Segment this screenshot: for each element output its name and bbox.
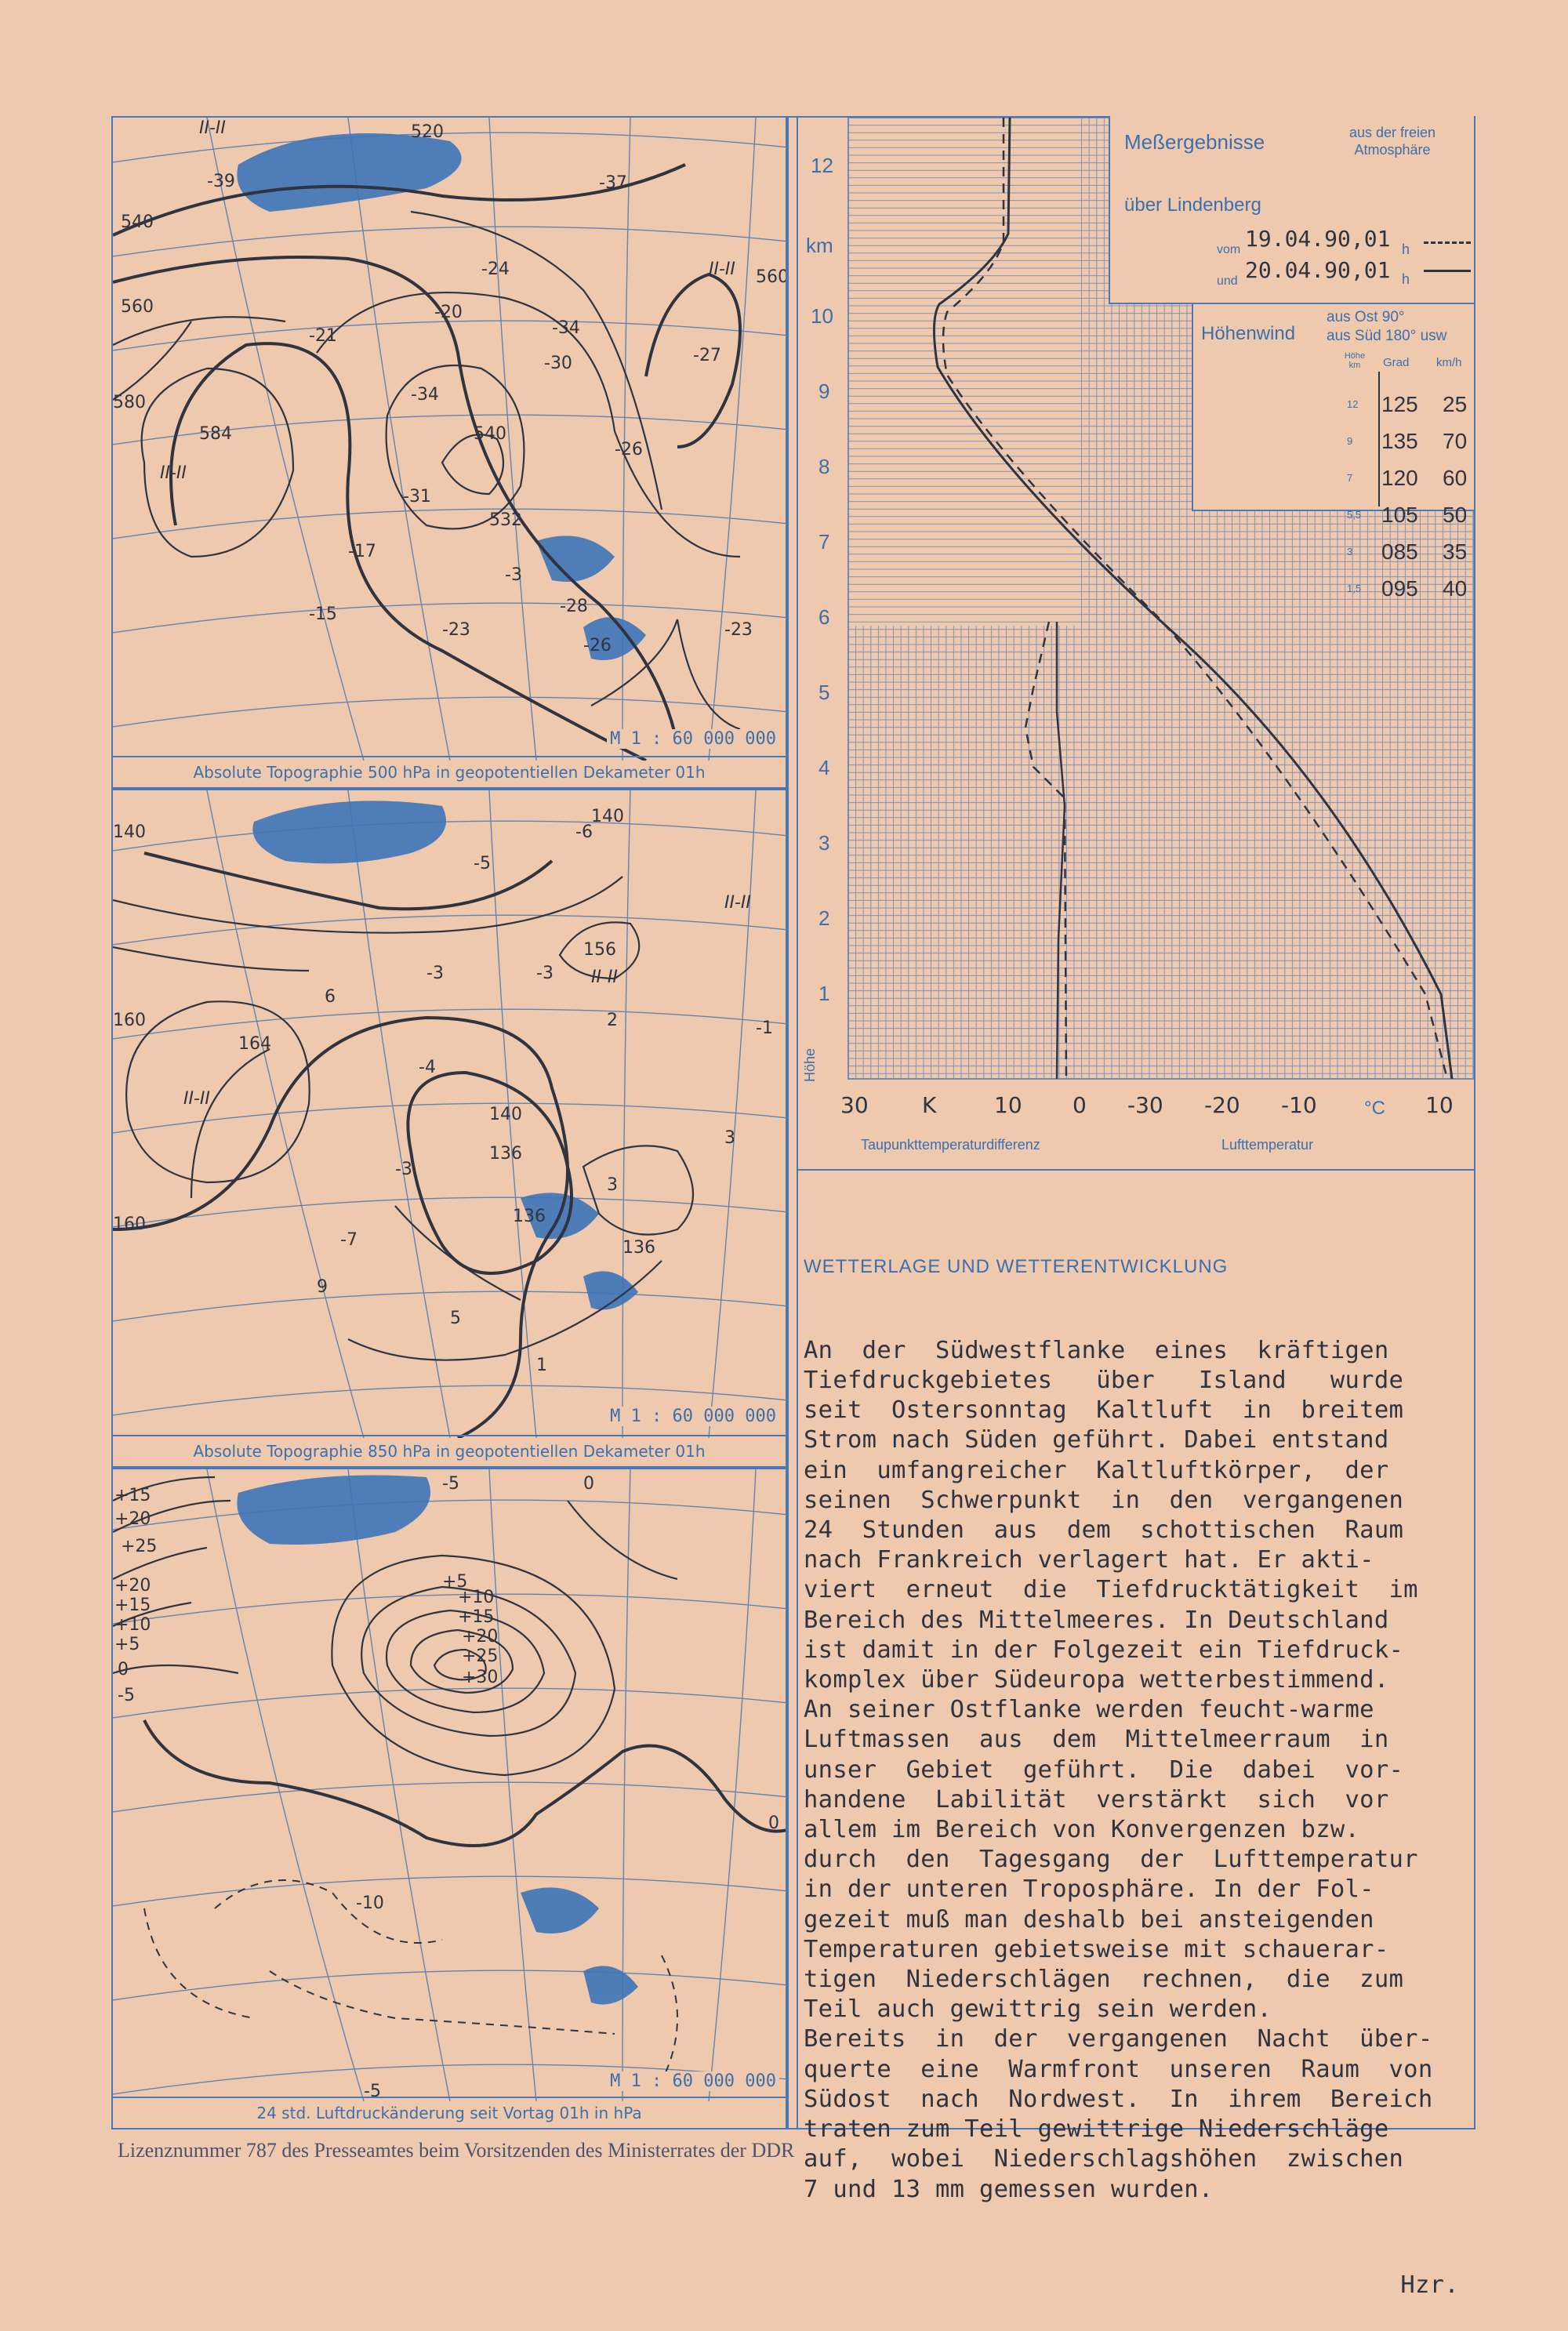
wind-speed: 50 xyxy=(1443,503,1468,527)
map1-label: -23 xyxy=(442,620,470,640)
map2-label: 2 xyxy=(607,1011,618,1030)
map2-label: 140 xyxy=(489,1105,522,1124)
text-line: seinen Schwerpunkt in den vergangenen xyxy=(804,1486,1404,1514)
legend-hour-unit: h xyxy=(1402,271,1410,287)
map3-label: +20 xyxy=(114,1576,151,1596)
map1-label: -24 xyxy=(481,260,510,279)
wind-direction: 085 xyxy=(1381,539,1418,564)
map1-label: 532 xyxy=(489,510,522,530)
map-pressure-change-chart xyxy=(113,1469,787,2101)
wind-note: aus Süd 180° usw xyxy=(1327,328,1447,344)
map2-label: 136 xyxy=(513,1207,546,1226)
map-caption: 24 std. Luftdruckänderung seit Vortag 01h in hPa xyxy=(113,2097,786,2128)
map2-label: -3 xyxy=(395,1160,412,1179)
x-unit: °C xyxy=(1364,1098,1385,1119)
map3-label: +25 xyxy=(121,1537,158,1556)
text-line: tigen Niederschlägen rechnen, die zum xyxy=(804,1966,1404,1994)
wind-direction: 135 xyxy=(1381,429,1418,453)
map2-label: -3 xyxy=(536,964,554,983)
wind-direction: 120 xyxy=(1381,466,1418,490)
map1-label: 580 xyxy=(113,393,146,412)
text-line: nach Frankreich verlagert hat. Er akti- xyxy=(804,1546,1374,1574)
x-tick: 10 xyxy=(994,1092,1022,1118)
map1-label: 560 xyxy=(121,297,154,317)
text-line: in der unteren Troposphäre. In der Fol- xyxy=(804,1875,1374,1904)
map3-label: -5 xyxy=(364,2082,381,2101)
wind-height: 3 xyxy=(1347,546,1353,557)
map1-label: 540 xyxy=(474,424,506,444)
map1-label: -17 xyxy=(348,542,376,561)
legend-and-value: 20.04.90,01 xyxy=(1245,257,1391,283)
map-caption: Absolute Topographie 850 hPa in geopotentiellen Dekameter 01h xyxy=(113,1435,786,1466)
text-line: Bereich des Mittelmeeres. In Deutschland xyxy=(804,1606,1389,1634)
legend-from-label: vom xyxy=(1217,243,1241,256)
map2-label: -4 xyxy=(419,1058,436,1077)
x-tick: 10 xyxy=(1425,1092,1454,1118)
wind-height: 7 xyxy=(1347,472,1353,484)
wind-col-speed: km/h xyxy=(1436,356,1462,369)
x-tick: K xyxy=(922,1092,937,1118)
map1-label: -27 xyxy=(693,346,721,365)
text-line: Tiefdruckgebietes über Island wurde xyxy=(804,1367,1404,1395)
text-line: An der Südwestflanke eines kräftigen xyxy=(804,1336,1389,1364)
y-tick: 9 xyxy=(818,379,830,403)
legend-location: über Lindenberg xyxy=(1124,194,1261,216)
y-tick: 2 xyxy=(818,906,830,930)
map3-label: +25 xyxy=(462,1647,499,1666)
map1-label: -31 xyxy=(403,487,431,507)
map2-label: II-II xyxy=(724,893,751,913)
map3-label: +20 xyxy=(462,1627,499,1647)
map-500hpa-chart xyxy=(113,118,787,761)
sounding-legend xyxy=(1109,116,1474,304)
sounding-panel xyxy=(798,116,1475,1171)
y-tick: 6 xyxy=(818,605,830,629)
text-line: auf, wobei Niederschlagshöhen zwischen xyxy=(804,2145,1404,2173)
wind-col-height: Höhe km xyxy=(1344,351,1366,370)
wind-direction: 125 xyxy=(1381,392,1418,416)
y-axis-unit: km xyxy=(806,234,833,257)
wind-direction: 095 xyxy=(1381,576,1418,601)
text-line: unser Gebiet geführt. Die dabei vor- xyxy=(804,1756,1404,1784)
x-tick: -20 xyxy=(1204,1092,1240,1118)
map3-label: +20 xyxy=(114,1509,151,1529)
text-line: seit Ostersonntag Kaltluft in breitem xyxy=(804,1396,1404,1425)
map2-label: 140 xyxy=(113,822,146,842)
legend-from-value: 19.04.90,01 xyxy=(1245,226,1391,252)
map-scale: M 1 : 60 000 000 xyxy=(607,2071,779,2091)
map2-label: 156 xyxy=(583,940,616,960)
y-tick: 8 xyxy=(818,455,830,478)
map1-label: -26 xyxy=(583,636,612,655)
x-axis-label-left: Taupunkttemperaturdifferenz xyxy=(861,1137,1040,1153)
text-line: komplex über Südeuropa wetterbestimmend. xyxy=(804,1666,1389,1694)
wind-height: 9 xyxy=(1347,435,1353,447)
map1-label: 540 xyxy=(121,212,154,232)
wind-speed: 70 xyxy=(1443,429,1468,453)
map1-label: -34 xyxy=(411,385,439,405)
map1-label: II-II xyxy=(709,260,735,279)
y-tick: 10 xyxy=(811,304,833,328)
map-850hpa-chart xyxy=(113,790,787,1438)
text-line: durch den Tagesgang der Lufttemperatur xyxy=(804,1846,1418,1874)
wind-note: aus Ost 90° xyxy=(1327,309,1405,325)
map2-label: 3 xyxy=(724,1128,735,1148)
wind-speed: 25 xyxy=(1443,392,1468,416)
wind-height: 1,5 xyxy=(1347,583,1362,594)
text-line: Teil auch gewittrig sein werden. xyxy=(804,1995,1272,2024)
signature: Hzr. xyxy=(1400,2271,1459,2300)
map1-label: II-II xyxy=(199,118,226,138)
map3-label: 0 xyxy=(118,1660,129,1679)
text-line: ist damit in der Folgezeit ein Tiefdruck- xyxy=(804,1636,1404,1664)
text-line: Strom nach Süden geführt. Dabei entstand xyxy=(804,1426,1389,1454)
wind-box xyxy=(1192,304,1474,511)
map2-label: -5 xyxy=(474,854,491,873)
y-axis-label: Höhe xyxy=(802,1047,818,1083)
map1-label: -20 xyxy=(434,303,463,322)
text-line: Temperaturen gebietsweise mit schauerar- xyxy=(804,1935,1389,1963)
map3-label: -5 xyxy=(442,1474,459,1494)
map2-label: -3 xyxy=(426,964,444,983)
footer-license: Lizenznummer 787 des Presseamtes beim Vorsitzenden des Ministerrates der DDR xyxy=(118,2139,795,2162)
x-tick: -10 xyxy=(1281,1092,1317,1118)
map3-label: +15 xyxy=(458,1607,495,1627)
map3-label: +30 xyxy=(462,1668,499,1687)
x-tick: -30 xyxy=(1127,1092,1163,1118)
wind-height: 5,5 xyxy=(1347,509,1362,521)
map1-label: 560 xyxy=(756,267,789,287)
text-line: Bereits in der vergangenen Nacht über- xyxy=(804,2025,1433,2053)
map3-label: +10 xyxy=(114,1615,151,1635)
map3-label: +5 xyxy=(114,1635,140,1654)
map2-label: 9 xyxy=(317,1277,328,1297)
text-line: 7 und 13 mm gemessen wurden. xyxy=(804,2175,1214,2203)
map2-label: 1 xyxy=(536,1356,547,1375)
y-tick: 4 xyxy=(818,756,830,779)
column-divider xyxy=(787,116,798,2129)
map-pressure-change xyxy=(111,1468,787,2129)
map3-label: +15 xyxy=(114,1596,151,1615)
map3-label: -5 xyxy=(118,1686,135,1705)
map2-label: -6 xyxy=(575,822,593,842)
map1-label: -23 xyxy=(724,620,753,640)
y-tick: 7 xyxy=(818,530,830,554)
text-line: 24 Stunden aus dem schottischen Raum xyxy=(804,1516,1404,1545)
legend-subtitle: aus der freien Atmosphäre xyxy=(1348,125,1436,158)
map-500hpa xyxy=(111,116,787,789)
map2-label: 6 xyxy=(325,987,336,1007)
map2-label: 160 xyxy=(113,1011,146,1030)
text-line: handene Labilität verstärkt sich vor xyxy=(804,1785,1389,1814)
wind-col-deg: Grad xyxy=(1383,356,1410,369)
text-line: Südost nach Nordwest. In ihrem Bereich xyxy=(804,2085,1433,2113)
map2-label: II-II xyxy=(183,1089,210,1109)
map3-label: +5 xyxy=(442,1572,468,1592)
wind-speed: 35 xyxy=(1443,539,1468,564)
map3-label: 0 xyxy=(768,1814,779,1833)
map2-label: -1 xyxy=(756,1018,773,1038)
map3-label: +15 xyxy=(114,1486,151,1505)
y-tick: 12 xyxy=(811,154,833,177)
map3-label: 0 xyxy=(583,1474,594,1494)
map1-label: -30 xyxy=(544,354,572,373)
map2-label: II-II xyxy=(591,968,618,987)
wind-table-divider xyxy=(1378,372,1380,507)
wind-direction: 105 xyxy=(1381,503,1418,527)
map1-label: II-II xyxy=(160,463,187,483)
map1-label: -26 xyxy=(615,440,643,459)
map2-label: 140 xyxy=(591,807,624,826)
map1-label: -39 xyxy=(207,172,235,191)
map2-label: 136 xyxy=(489,1144,522,1164)
map2-label: -7 xyxy=(340,1230,358,1250)
weather-text xyxy=(804,1196,1462,2331)
y-tick: 5 xyxy=(818,681,830,704)
legend-solid-line xyxy=(1424,270,1471,272)
text-line: traten zum Teil gewittrige Niederschläge xyxy=(804,2115,1389,2144)
map1-label: -21 xyxy=(309,326,337,346)
legend-hour-unit: h xyxy=(1402,241,1410,257)
map1-label: -34 xyxy=(552,318,580,338)
text-line: viert erneut die Tiefdrucktätigkeit im xyxy=(804,1576,1418,1604)
map2-label: 5 xyxy=(450,1309,461,1328)
text-line: ein umfangreicher Kaltluftkörper, der xyxy=(804,1456,1389,1484)
map-850hpa xyxy=(111,789,787,1468)
wind-speed: 40 xyxy=(1443,576,1468,601)
legend-title: Meßergebnisse xyxy=(1124,130,1265,154)
weather-heading: WETTERLAGE UND WETTERENTWICKLUNG xyxy=(804,1256,1229,1278)
y-tick: 1 xyxy=(818,982,830,1005)
wind-speed: 60 xyxy=(1443,466,1468,490)
map1-label: -28 xyxy=(560,597,588,616)
weather-paragraph xyxy=(804,1336,1462,2205)
map-caption: Absolute Topographie 500 hPa in geopotentiellen Dekameter 01h xyxy=(113,756,786,787)
map2-label: 136 xyxy=(622,1238,655,1258)
map1-label: -15 xyxy=(309,605,337,624)
text-line: allem im Bereich von Konvergenzen bzw. xyxy=(804,1816,1360,1844)
map-scale: M 1 : 60 000 000 xyxy=(607,729,779,749)
x-tick: 0 xyxy=(1073,1092,1087,1118)
wind-height: 12 xyxy=(1347,398,1359,410)
text-line: An seiner Ostflanke werden feucht-warme xyxy=(804,1696,1374,1724)
map1-label: -3 xyxy=(505,565,522,585)
x-axis-label-right: Lufttemperatur xyxy=(1221,1137,1314,1153)
wind-title: Höhenwind xyxy=(1201,323,1296,344)
text-line: querte eine Warmfront unseren Raum von xyxy=(804,2055,1433,2083)
map1-label: 584 xyxy=(199,424,232,444)
map3-label: +10 xyxy=(458,1588,495,1607)
y-tick: 3 xyxy=(818,831,830,855)
map-scale: M 1 : 60 000 000 xyxy=(607,1407,779,1426)
legend-and-label: und xyxy=(1217,274,1238,288)
map2-label: 3 xyxy=(607,1175,618,1195)
text-line: gezeit muß man deshalb bei ansteigenden xyxy=(804,1905,1374,1933)
map2-label: 160 xyxy=(113,1215,146,1234)
map1-label: -37 xyxy=(599,173,627,193)
map1-label: 520 xyxy=(411,122,444,142)
map3-label: -10 xyxy=(356,1893,384,1913)
text-line: Luftmassen aus dem Mittelmeerraum in xyxy=(804,1726,1389,1754)
legend-dashed-line xyxy=(1424,241,1471,244)
x-tick: 30 xyxy=(840,1092,869,1118)
map2-label: 164 xyxy=(238,1034,271,1054)
